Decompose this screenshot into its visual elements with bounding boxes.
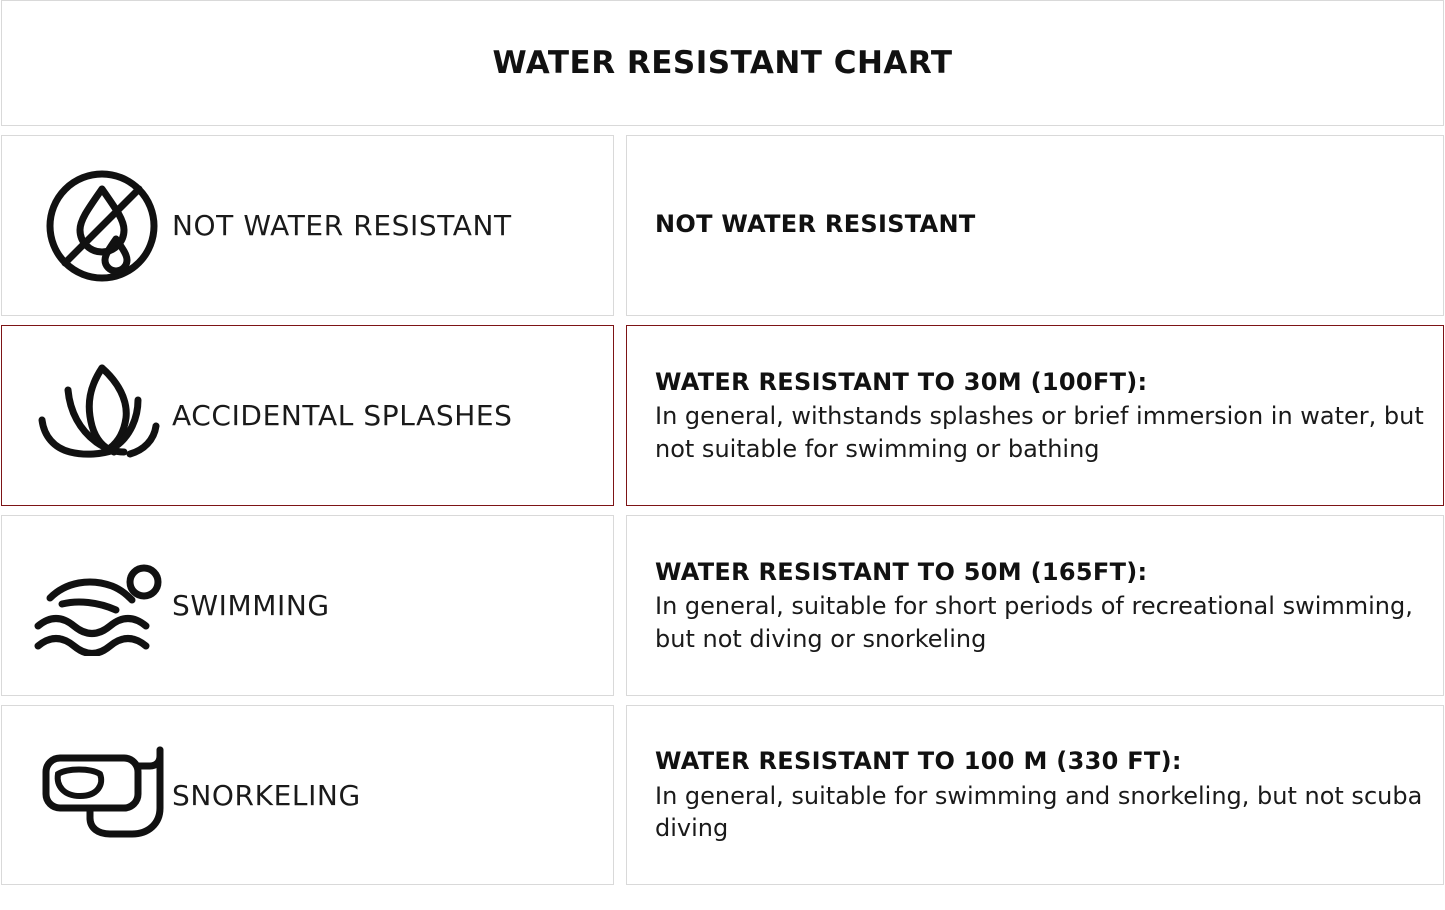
row-icon-cell xyxy=(1,705,614,885)
description-heading: WATER RESISTANT TO 30M (100FT): xyxy=(655,367,1148,396)
swimmer-icon xyxy=(32,556,172,656)
description-heading: WATER RESISTANT TO 100 M (330 FT): xyxy=(655,747,1182,776)
description-heading: WATER RESISTANT TO 50M (165FT): xyxy=(655,557,1148,586)
table-row xyxy=(1,325,1444,506)
category-label: NOT WATER RESISTANT xyxy=(172,209,512,242)
table-row xyxy=(1,135,1444,316)
category-label: ACCIDENTAL SPLASHES xyxy=(172,399,513,432)
row-icon-cell xyxy=(1,515,614,696)
row-description-cell xyxy=(626,135,1444,316)
table-row xyxy=(1,515,1444,696)
chart-title-box xyxy=(1,0,1444,126)
row-description-cell xyxy=(626,515,1444,696)
chart-rows xyxy=(0,126,1445,910)
description-body: In general, suitable for short periods of recreational swimming, but not diving or snorkeling xyxy=(655,592,1413,653)
category-label: SNORKELING xyxy=(172,778,361,812)
description-body: In general, suitable for swimming and snorkeling, but not scuba diving xyxy=(655,781,1423,843)
row-description-cell xyxy=(626,325,1444,506)
row-icon-cell xyxy=(1,325,614,506)
description-heading: NOT WATER RESISTANT xyxy=(655,210,976,239)
description-body: In general, withstands splashes or brief immersion in water, but not suitable for swimming or bathing xyxy=(655,402,1424,463)
no-water-drop-icon xyxy=(32,165,172,287)
table-row xyxy=(1,705,1444,885)
page-title: WATER RESISTANT CHART xyxy=(492,45,953,81)
splash-icon xyxy=(32,356,172,476)
row-description-cell xyxy=(626,705,1444,885)
snorkel-mask-icon xyxy=(32,740,172,850)
category-label: SWIMMING xyxy=(172,589,330,622)
row-icon-cell xyxy=(1,135,614,316)
